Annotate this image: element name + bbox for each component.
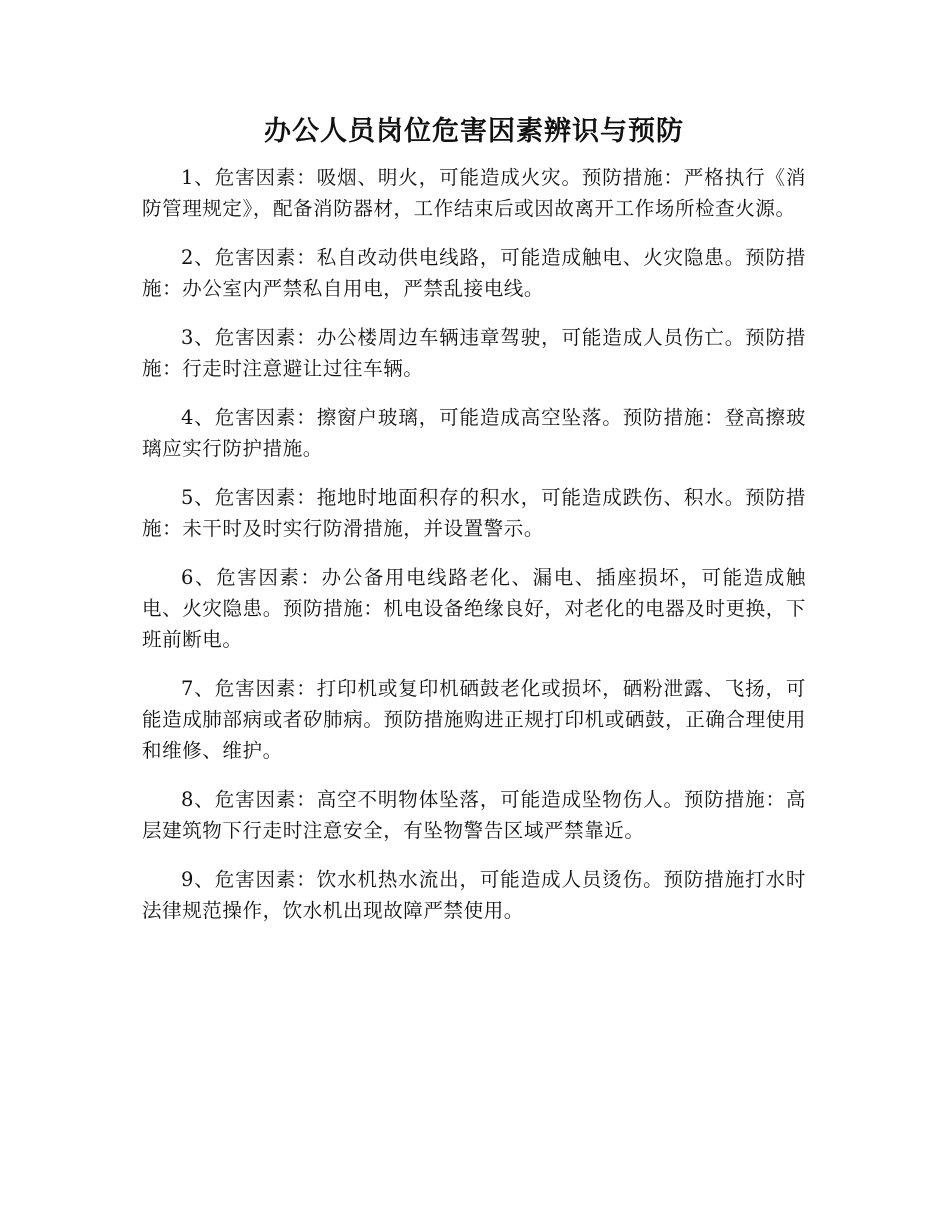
hazard-item-1: 1、危害因素：吸烟、明火，可能造成火灾。预防措施：严格执行《消防管理规定》，配备消防器材，工作结束后或因故离开工作场所检查火源。: [142, 166, 806, 220]
hazard-item-2: 2、危害因素：私自改动供电线路，可能造成触电、火灾隐患。预防措施：办公室内严禁私自用电，严禁乱接电线。: [142, 246, 806, 300]
hazard-item-5: 5、危害因素：拖地时地面积存的积水，可能造成跌伤、积水。预防措施：未干时及时实行防滑措施，并设置警示。: [142, 486, 806, 540]
hazard-item-4: 4、危害因素：擦窗户玻璃，可能造成高空坠落。预防措施：登高擦玻璃应实行防护措施。: [142, 406, 806, 460]
hazard-item-7: 7、危害因素：打印机或复印机硒鼓老化或损坏，硒粉泄露、飞扬，可能造成肺部病或者矽肺病。预防措施购进正规打印机或硒鼓，正确合理使用和维修、维护。: [142, 677, 806, 762]
hazard-item-9: 9、危害因素：饮水机热水流出，可能造成人员烫伤。预防措施打水时法律规范操作，饮水机出现故障严禁使用。: [142, 868, 806, 922]
document-title: 办公人员岗位危害因素辨识与预防: [264, 116, 684, 147]
document-page: [142, 110, 806, 944]
hazard-item-3: 3、危害因素：办公楼周边车辆违章驾驶，可能造成人员伤亡。预防措施：行走时注意避让过往车辆。: [142, 326, 806, 380]
hazard-item-8: 8、危害因素：高空不明物体坠落，可能造成坠物伤人。预防措施：高层建筑物下行走时注意安全，有坠物警告区域严禁靠近。: [142, 788, 806, 842]
hazard-item-6: 6、危害因素：办公备用电线路老化、漏电、插座损坏，可能造成触电、火灾隐患。预防措施：机电设备绝缘良好，对老化的电器及时更换，下班前断电。: [142, 566, 806, 651]
